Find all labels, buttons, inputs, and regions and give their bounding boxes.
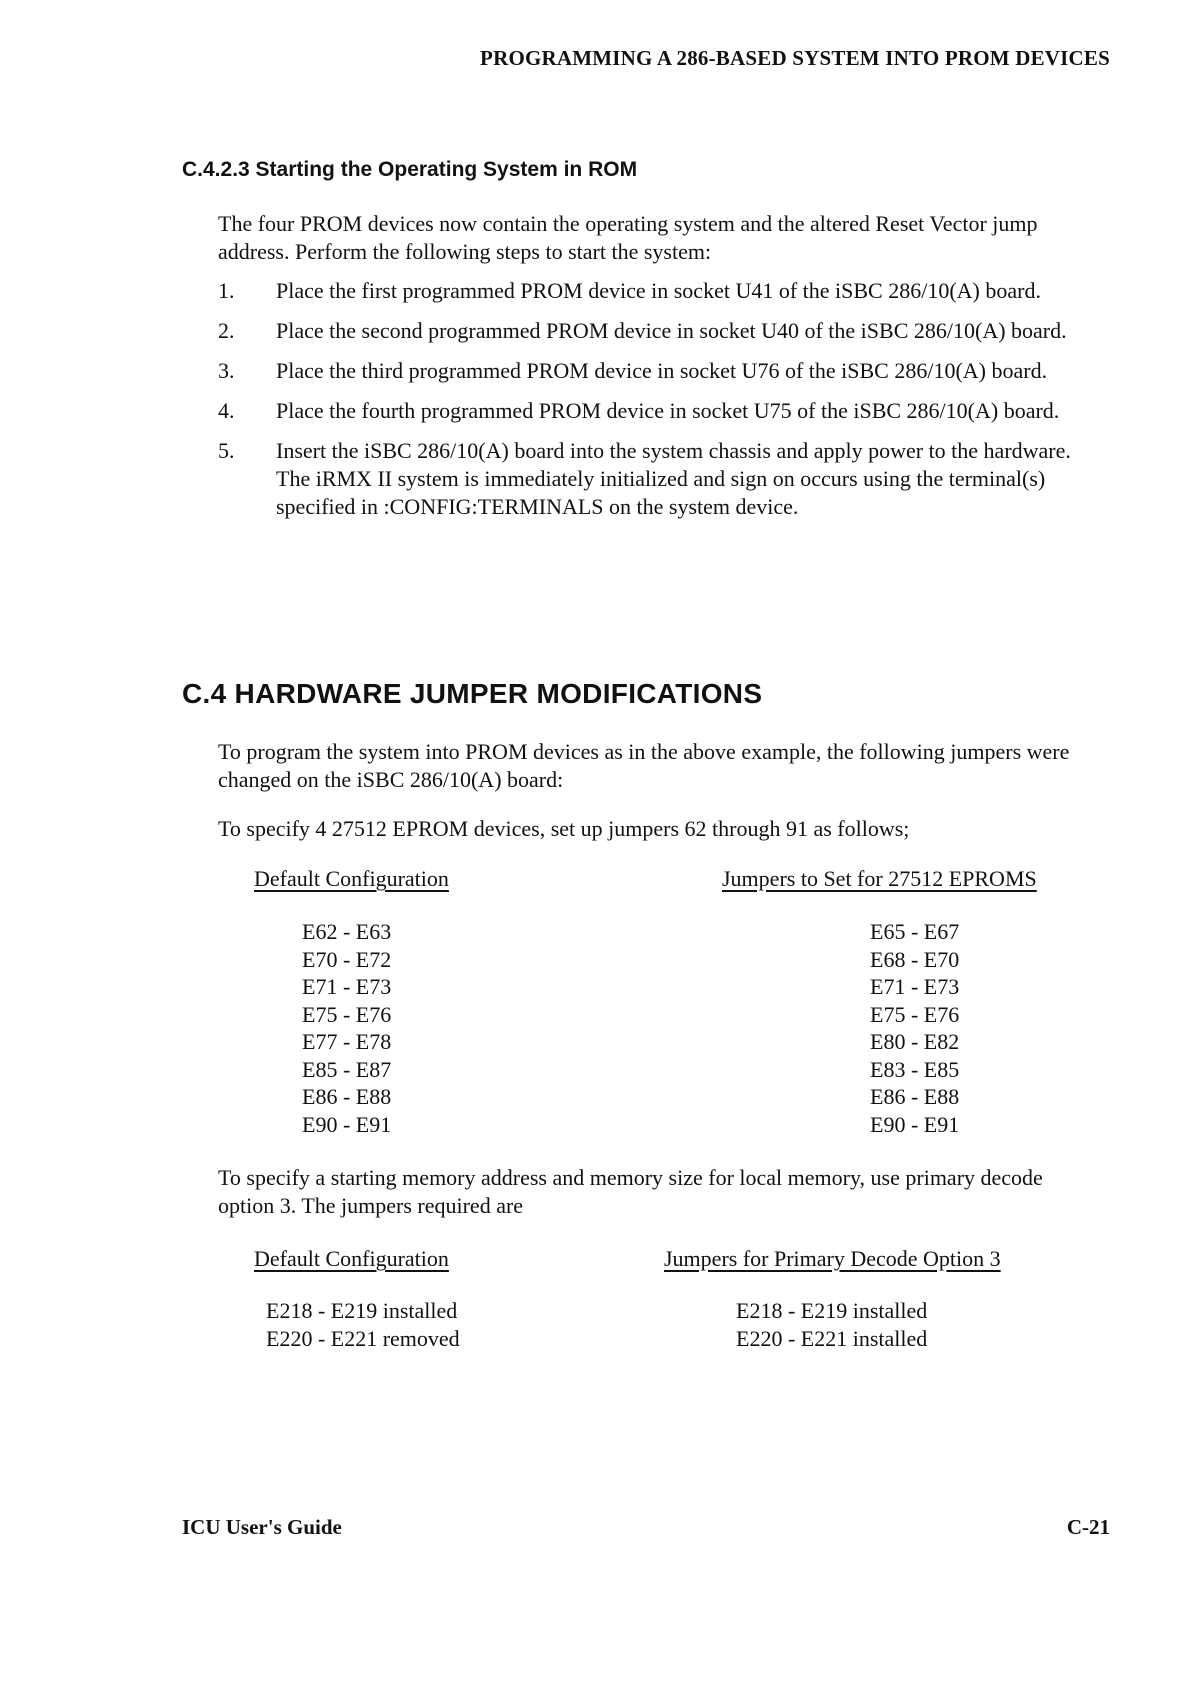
step-number: 3. [218,358,235,383]
jumper-intro-paragraph: To program the system into PROM devices as in the above example, the following jumpers were changed on the iSBC 286/10(A) board: [218,739,1070,792]
table1-left-header: Default Configuration [254,866,449,891]
table-cell: E218 - E219 installed [266,1298,458,1323]
list-item [218,277,1078,305]
table-cell: E75 - E76 [870,1001,960,1027]
table2-left-column [266,1297,460,1352]
table-cell: E70 - E72 [302,946,392,972]
steps-list [218,277,1078,533]
step-text: Place the fourth programmed PROM device in socket U75 of the iSBC 286/10(A) board. [276,398,1060,423]
step-text: Place the first programmed PROM device in socket U41 of the iSBC 286/10(A) board. [276,278,1041,303]
table-cell: E65 - E67 [870,919,960,944]
table-cell: E83 - E85 [870,1056,960,1082]
table1-left-column [302,918,391,1138]
table-cell: E86 - E88 [302,1084,392,1109]
list-item [218,317,1078,345]
table-cell: E220 - E221 installed [736,1325,928,1351]
footer-guide-title: ICU User's Guide [182,1515,342,1539]
table2-left-header: Default Configuration [254,1246,449,1271]
step-number: 1. [218,278,235,303]
table-cell: E86 - E88 [870,1084,960,1109]
step-text: Insert the iSBC 286/10(A) board into the system chassis and apply power to the hardware. The iRMX II system is immediately initialized and sign on occurs using the terminal(s) specified in :CONFIG:TERMINALS on the system device. [276,438,1071,519]
table-cell: E75 - E76 [302,1001,392,1027]
list-item [218,397,1078,425]
running-header: PROGRAMMING A 286-BASED SYSTEM INTO PROM DEVICES [480,46,1110,70]
decode-paragraph: To specify a starting memory address and memory size for local memory, use primary decode option 3. The jumpers required are [218,1165,1043,1218]
section-heading: C.4 HARDWARE JUMPER MODIFICATIONS [182,678,763,709]
step-number: 5. [218,438,235,463]
intro-paragraph: The four PROM devices now contain the operating system and the altered Reset Vector jump address. Perform the following steps to start the system: [218,211,1038,264]
table2-right-column [736,1297,927,1352]
eprom-paragraph: To specify 4 27512 EPROM devices, set up jumpers 62 through 91 as follows; [218,816,910,841]
list-item [218,357,1078,385]
table-cell: E77 - E78 [302,1029,392,1054]
table-cell: E90 - E91 [870,1111,960,1137]
table-cell: E218 - E219 installed [736,1298,928,1323]
step-number: 2. [218,318,235,343]
table-cell: E62 - E63 [302,919,392,944]
table-cell: E85 - E87 [302,1056,392,1082]
table-cell: E80 - E82 [870,1029,960,1054]
step-text: Place the second programmed PROM device in socket U40 of the iSBC 286/10(A) board. [276,318,1067,343]
list-item [218,437,1078,521]
step-text: Place the third programmed PROM device in socket U76 of the iSBC 286/10(A) board. [276,358,1048,383]
table-cell: E220 - E221 removed [266,1325,460,1351]
table-cell: E71 - E73 [302,974,392,999]
step-number: 4. [218,398,235,423]
subsection-heading: C.4.2.3 Starting the Operating System in ROM [182,158,638,181]
table-cell: E68 - E70 [870,946,960,972]
table-cell: E71 - E73 [870,974,960,999]
table1-right-column [870,918,959,1138]
footer-page-number: C-21 [1066,1515,1110,1539]
table1-right-header: Jumpers to Set for 27512 EPROMS [722,866,1037,891]
table2-right-header: Jumpers for Primary Decode Option 3 [664,1246,1001,1271]
table-cell: E90 - E91 [302,1111,392,1137]
